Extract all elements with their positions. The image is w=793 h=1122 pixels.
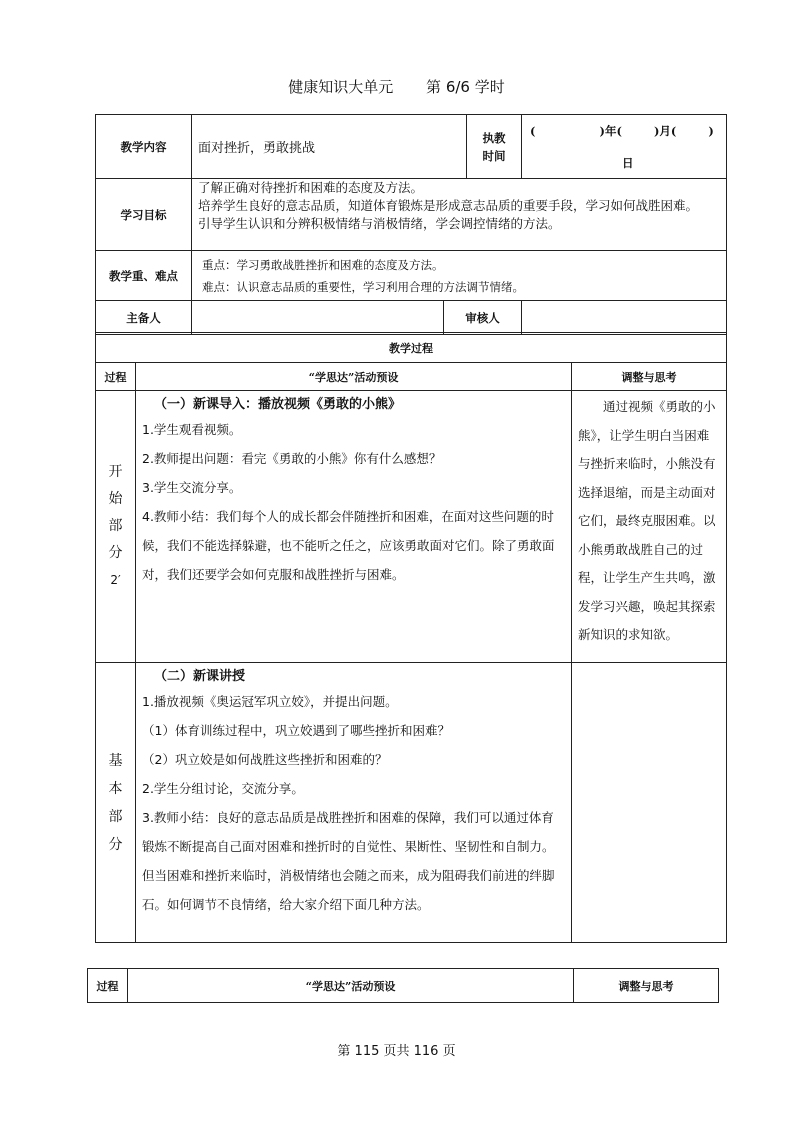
activity-line: （1）体育训练过程中，巩立姣遇到了哪些挫折和困难？ [142,723,450,738]
time-line-1: ( )年( )月( ) [530,123,714,138]
preparer-label: 主备人 [96,301,192,335]
page-number: 第 115 页共 116 页 [337,1044,456,1059]
activity-line: 4.教师小结：我们每个人的成长都会伴随挫折和困难，在面对这些问题的时候，我们不能选择躲避，也不能听之任之，应该勇敢面对它们。除了勇敢面对，我们还要学会如何克服和战胜挫折与困难。 [142,509,555,582]
activity-line: 1.学生观看视频。 [142,422,242,437]
key-row [96,251,727,301]
activity-line: （2）巩立姣是如何战胜这些挫折和困难的？ [142,752,388,767]
objective-item: 引导学生认识和分辨积极情绪与消极情绪，学会调控情绪的方法。 [198,216,561,231]
stage-basic-label: 基 本 部 分 [96,663,136,943]
activity-line: 2.教师提出问题：看完《勇敢的小熊》你有什么感想？ [142,451,442,466]
reviewer-label: 审核人 [444,301,522,335]
col-reflection-header: 调整与思考 [574,969,719,1003]
time-value [522,115,727,179]
process-title: 教学过程 [96,333,727,363]
stage-start-activity [136,391,572,663]
col-activity-header: “学思达”活动预设 [136,363,572,391]
stage-basic-activity [136,663,572,943]
stage-basic-row [96,663,727,943]
process-table [95,332,727,943]
preparer-value [192,301,444,335]
stage-basic-reflection [572,663,727,943]
activity-line: 2.学生分组讨论，交流分享。 [142,781,304,796]
activity-line: 3.教师小结：良好的意志品质是战胜挫折和困难的保障，我们可以通过体育锻炼不断提高自己面对困难和挫折时的自觉性、果断性、坚韧性和自制力。但当困难和挫折来临时，消极情绪也会随之而来，成为阻碍我们前进的绊脚石。如何调节不良情绪，给大家介绍下面几种方法。 [142,810,555,912]
objective-item: 了解正确对待挫折和困难的态度及方法。 [198,180,424,195]
stage-start-row [96,391,727,663]
content-value: 面对挫折，勇敢挑战 [192,115,467,179]
key-point: 重点：学习勇敢战胜挫折和困难的态度及方法。 [202,257,444,272]
difficult-point: 难点：认识意志品质的重要性，学习利用合理的方法调节情绪。 [202,279,524,294]
activity-line: 3.学生交流分享。 [142,480,242,495]
reviewer-value [522,301,727,335]
activity-line: 1.播放视频《奥运冠军巩立姣》，并提出问题。 [142,694,398,709]
process-header-row [96,363,727,391]
objectives-row [96,179,727,251]
process-title-row [96,333,727,363]
stage-start-label: 开 始 部 分 2′ [96,391,136,663]
key-cell [192,251,727,301]
stage-start-reflection [572,391,727,663]
info-table [95,114,727,335]
content-row [96,115,727,179]
reflection-text: 通过视频《勇敢的小熊》，让学生明白当困难与挫折来临时，小熊没有选择退缩，而是主动面对它们，最终克服困难。以小熊勇敢战胜自己的过程，让学生产生共鸣，激发学习兴趣，唤起其探索新知识的求知欲。 [578,399,716,642]
page-title [0,76,793,97]
col-process-header: 过程 [88,969,128,1003]
time-line-2: 日 [622,155,634,170]
unit-title: 健康知识大单元 [288,78,394,96]
section-title: （二）新课讲授 [154,669,246,684]
objective-item: 培养学生良好的意志品质，知道体育锻炼是形成意志品质的重要手段，学习如何战胜困难。 [198,198,699,213]
period-title: 第 6/6 学时 [426,78,505,96]
col-process-header: 过程 [96,363,136,391]
objectives-cell [192,179,727,251]
section-title: （一）新课导入：播放视频《勇敢的小熊》 [154,397,402,412]
continued-header-row [88,969,719,1003]
col-reflection-header: 调整与思考 [572,363,727,391]
continued-header-table [87,968,719,1003]
key-label: 教学重、难点 [96,251,192,301]
preparer-row [96,301,727,335]
col-activity-header: “学思达”活动预设 [128,969,574,1003]
objectives-label: 学习目标 [96,179,192,251]
time-label: 执教时间 [467,115,522,179]
content-label: 教学内容 [96,115,192,179]
